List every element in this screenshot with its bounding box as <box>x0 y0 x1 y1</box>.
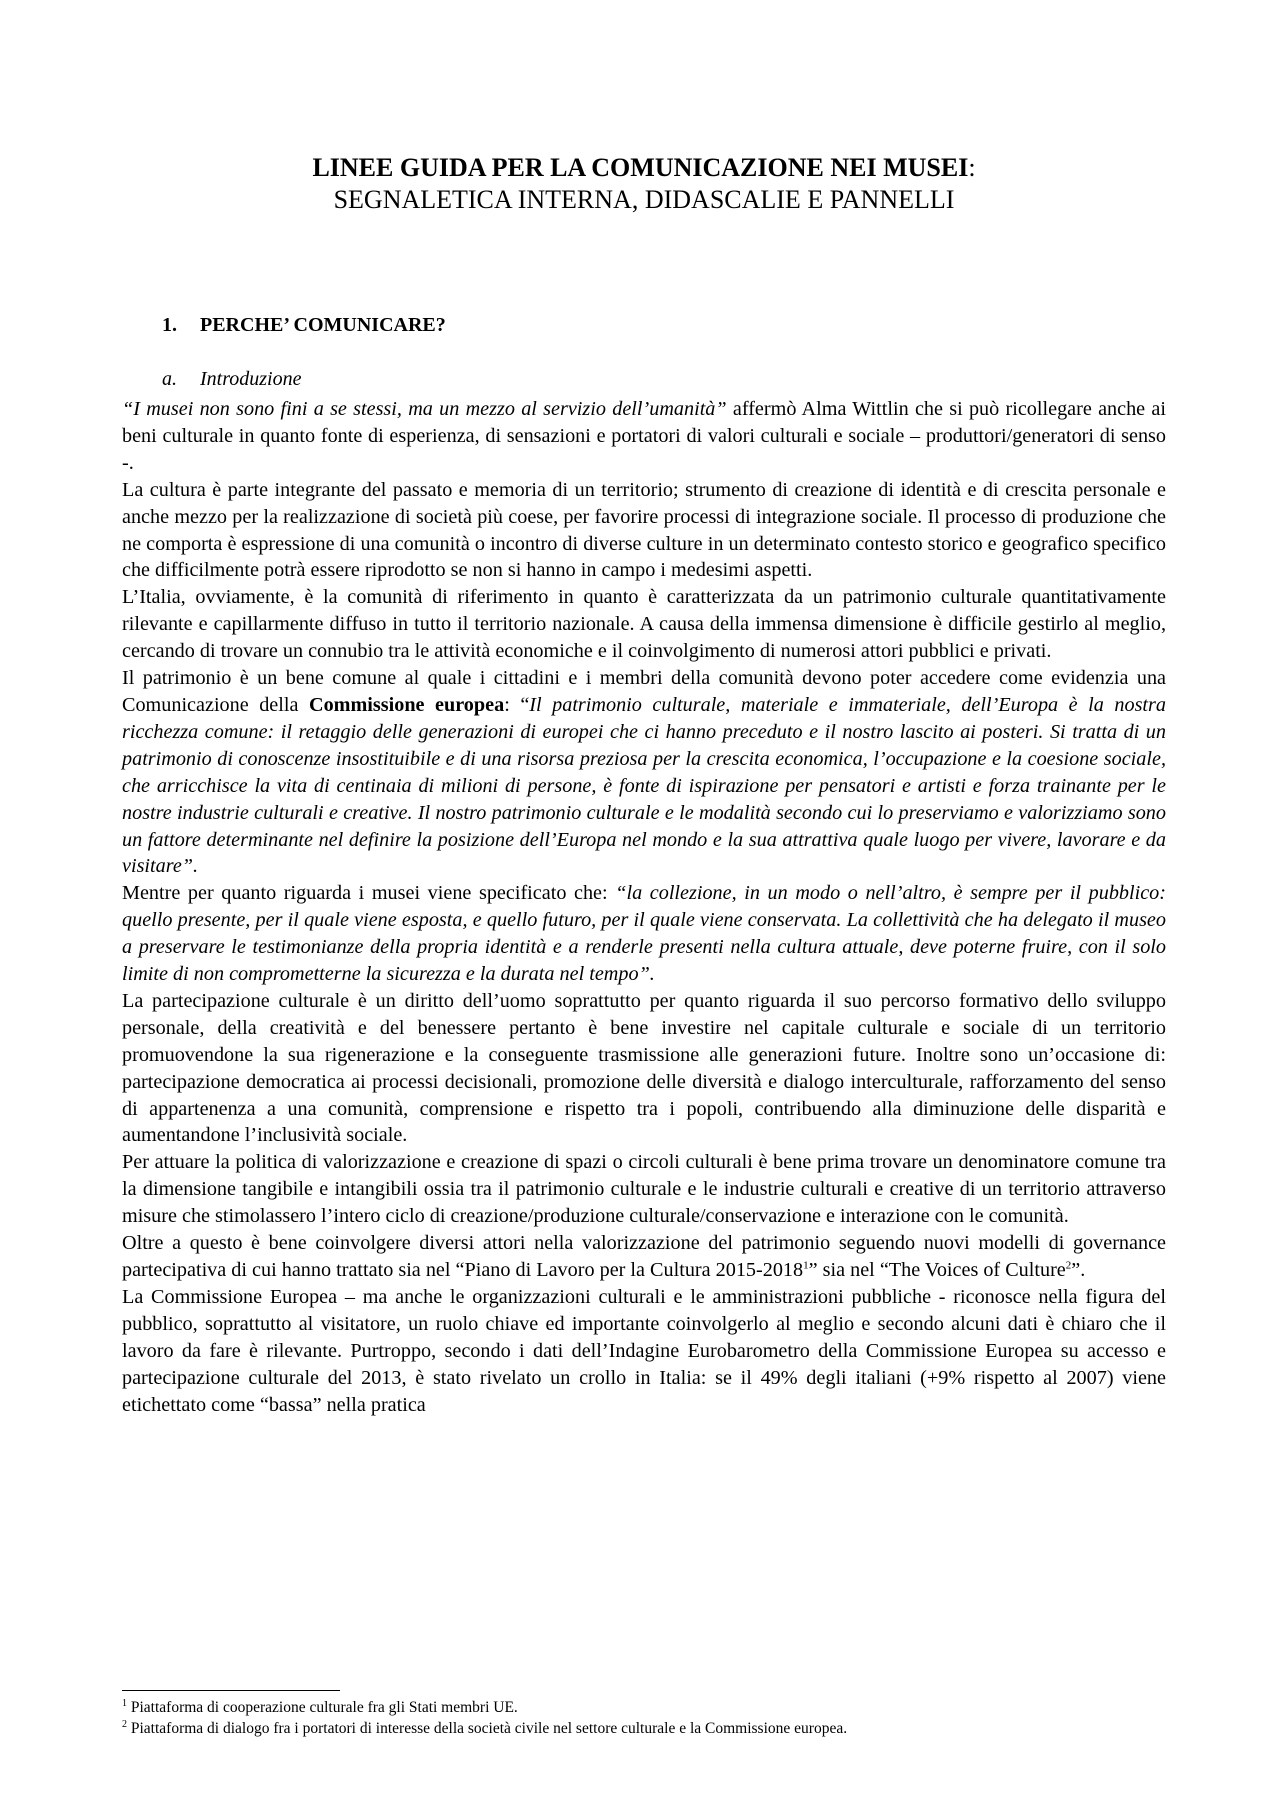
title-subtitle: SEGNALETICA INTERNA, DIDASCALIE E PANNELLI <box>333 185 955 214</box>
paragraph-4-quote: Il patrimonio culturale, materiale e immateriale, dell’Europa è la nostra ricchezza comune: il retaggio delle generazioni di europei che ci hanno preceduto e il nostro lascito ai posteri. Si tratta di un patrimonio di conoscenze insostituibile e di una risorsa preziosa per la crescita economica, l’occupazione e la coesione sociale, che arricchisce la vita di centinaia di milioni di persone, è fonte di ispirazione per pensatori e artisti e forza trainante per le nostre industrie culturali e creative. Il nostro patrimonio culturale e le modalità secondo cui lo preserviamo e valorizziamo sono un fattore determinante nel definire la posizione dell’Europa nel mondo e la sua attrattiva quale luogo per vivere, lavorare e da visitare”. <box>122 693 1166 878</box>
section-number: 1. <box>162 314 177 336</box>
paragraph-1 <box>122 396 1166 477</box>
paragraph-9: La Commissione Europea – ma anche le organizzazioni culturali e le amministrazioni pubbliche - riconosce nella figura del pubblico, soprattutto al visitatore, un ruolo chiave ed importante coinvolgerlo al meglio e secondo alcuni dati è chiaro che il lavoro da fare è rilevante. Purtroppo, secondo i dati dell’Indagine Eurobarometro della Commissione Europea su accesso e partecipazione culturale del 2013, è stato rivelato un crollo in Italia: se il 49% degli italiani (+9% rispetto al 2007) viene etichettato come “bassa” nella pratica <box>122 1285 1166 1416</box>
footnote-1-mark: 1 <box>122 1697 127 1709</box>
footnote-1-text: Piattaforma di cooperazione culturale fra gli Stati membri UE. <box>127 1699 518 1716</box>
paragraph-8-text-2: ” sia nel “The Voices of Culture <box>808 1259 1066 1281</box>
footnote-ref-1[interactable]: 1 <box>803 1259 809 1272</box>
subsection-heading <box>162 368 301 391</box>
title-main <box>122 152 1166 184</box>
title-main-text: LINEE GUIDA PER LA COMUNICAZIONE NEI MUSEI <box>312 153 969 182</box>
footnote-ref-2[interactable]: 2 <box>1065 1259 1072 1272</box>
section-heading <box>162 314 446 337</box>
paragraph-4-intro: Il patrimonio è un bene comune al quale i cittadini e i membri della comunità devono poter accedere come evidenzia una Comunicazione della <box>122 667 1166 716</box>
document-title <box>122 152 1166 216</box>
subsection-title: Introduzione <box>200 368 302 390</box>
paragraph-3: L’Italia, ovviamente, è la comunità di riferimento in quanto è caratterizzata da un patrimonio culturale quantitativamente rilevante e capillarmente diffuso in tutto il territorio nazionale. A causa della immensa dimensione è difficile gestirlo al meglio, cercando di trovare un connubio tra le attività economiche e il coinvolgimento di numerosi attori pubblici e privati. <box>122 586 1166 663</box>
paragraph-5-quote: “la collezione, in un modo o nell’altro, è sempre per il pubblico: quello presente, per il quale viene esposta, e quello futuro, per il quale viene conservata. La collettività che ha delegato il museo a preservare le testimonianze della propria identità e a renderle presenti nella cultura attuale, deve poterne fruire, con il solo limite di non comprometterne la sicurezza e la durata nel tempo”. <box>122 882 1167 986</box>
subsection-letter: a. <box>162 368 177 390</box>
footnote-divider <box>122 1690 340 1691</box>
paragraph-7: Per attuare la politica di valorizzazione e creazione di spazi o circoli culturali è bene prima trovare un denominatore comune tra la dimensione tangibile e intangibili ossia tra il patrimonio culturale e le industrie culturali e creative di un territorio attraverso misure che stimolassero l’intero ciclo di creazione/produzione culturale/conservazione e interazione con le comunità. <box>122 1151 1166 1228</box>
footnote-2-mark: 2 <box>122 1718 127 1730</box>
paragraph-8 <box>122 1230 1166 1284</box>
footnote-2-text: Piattaforma di dialogo fra i portatori di interesse della società civile nel settore culturale e la Commissione europea. <box>127 1720 848 1737</box>
paragraph-2: La cultura è parte integrante del passato e memoria di un territorio; strumento di creazione di identità e di crescita personale e anche mezzo per la realizzazione di società più coese, per favorire processi di integrazione sociale. Il processo di produzione che ne comporta è espressione di una comunità o incontro di diverse culture in un determinato contesto storico e geografico specifico che difficilmente potrà essere riprodotto se non si hanno in campo i medesimi aspetti. <box>122 478 1166 582</box>
paragraph-8-text-1: Oltre a questo è bene coinvolgere diversi attori nella valorizzazione del patrimonio seguendo nuovi modelli di governance partecipativa di cui hanno trattato sia nel “Piano di Lavoro per la Cultura 2015-2018 <box>122 1232 1166 1281</box>
footnotes <box>122 1697 1166 1739</box>
paragraph-4-bold: Commissione europea <box>308 693 505 716</box>
document-page <box>122 0 1166 1811</box>
footnote-2 <box>122 1718 1166 1739</box>
section-heading-text: PERCHE’ COMUNICARE? <box>200 314 446 336</box>
footnote-1 <box>122 1697 1166 1718</box>
paragraph-4 <box>122 665 1166 880</box>
body-text <box>122 396 1166 1418</box>
paragraph-5-intro: Mentre per quanto riguarda i musei viene specificato che: <box>122 882 616 905</box>
title-colon: : <box>968 153 976 182</box>
paragraph-6: La partecipazione culturale è un diritto dell’uomo soprattutto per quanto riguarda il suo percorso formativo dello sviluppo personale, della creatività e del benessere pertanto è bene investire nel capitale culturale e sociale di un territorio promuovendone la sua rigenerazione e la conseguente trasmissione alle generazioni future. Inoltre sono un’occasione di: partecipazione democratica ai processi decisionali, promozione delle diversità e dialogo interculturale, rafforzamento del senso di appartenenza a una comunità, comprensione e rispetto tra i popoli, contribuendo alla diminuzione delle disparità e aumentandone l’inclusività sociale. <box>122 989 1166 1147</box>
paragraph-8-text-3: ”. <box>1071 1259 1086 1281</box>
paragraph-1-quote: “I musei non sono fini a se stessi, ma un mezzo al servizio dell’umanità” <box>122 398 727 420</box>
paragraph-4-colon: : “ <box>504 693 530 716</box>
paragraph-1-text: affermò Alma Wittlin che si può ricollegare anche ai beni culturale in quanto fonte di esperienza, di sensazioni e portatori di valori culturali e sociale – produttori/generatori di senso -. <box>122 398 1166 474</box>
paragraph-5 <box>122 880 1166 988</box>
